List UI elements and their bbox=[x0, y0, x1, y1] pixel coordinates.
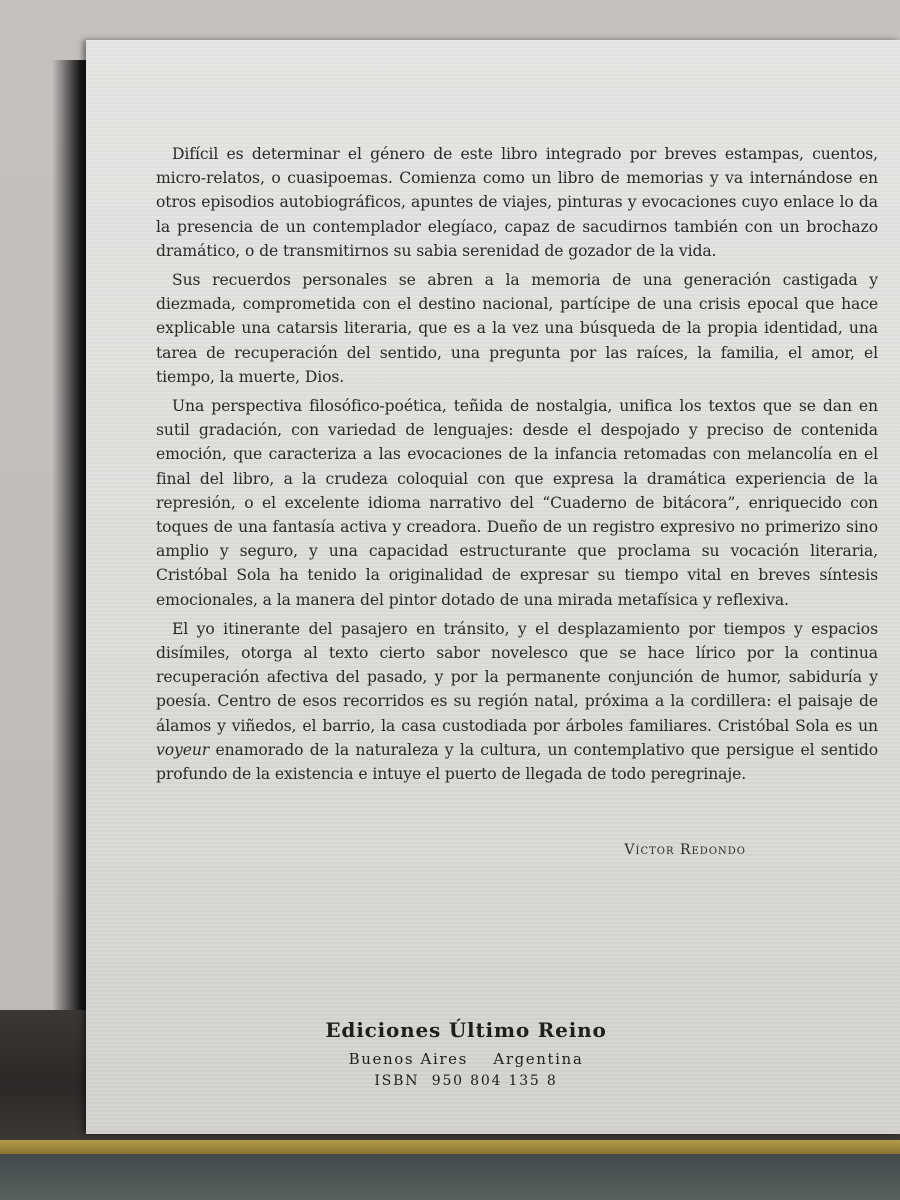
blurb-paragraph-4-start: El yo itinerante del pasajero en tránsito, y el desplazamiento por tiempos y espacios disímiles, otorga al texto cierto sabor novelesco que se hace lírico por la continua recuperación afectiva del pasado, y por la permanente conjunción de humor, sabiduría y poesía. Centro de esos recorridos es su región natal, próxima a la cordillera: el paisaje de álamos y viñedos, el barrio, la casa custodiada por árboles familiares. Cristóbal Sola es un bbox=[156, 619, 878, 735]
blurb-paragraph-1: Difícil es determinar el género de este libro integrado por breves estampas, cuentos, micro-relatos, o cuasipoemas. Comienza como un libro de memorias y va internándose en otros episodios autobiográficos, apuntes de viajes, pinturas y evocaciones cuyo enlace lo da la presencia de un contemplador elegíaco, capaz de sacudirnos también con un brochazo dramático, o de transmitirnos su sabia serenidad de gozador de la vida. bbox=[156, 145, 878, 260]
blurb-paragraph-3: Una perspectiva filosófico-poética, teñida de nostalgia, unifica los textos que se dan en sutil gradación, con variedad de lenguajes: desde el despojado y preciso de contenida emoción, que caracteriza a las evocaciones de la infancia retomadas con melancolía en el final del libro, a la crudeza coloquial con que expresa la dramática experiencia de la represión, o el excelente idioma narrativo del “Cuaderno de bitácora”, enriquecido con toques de una fantasía activa y creadora. Dueño de un registro expresivo no primerizo sino amplio y seguro, y una capacidad estructurante que proclama su vocación literaria, Cristóbal Sola ha tenido la originalidad de expresar su tiempo vital en breves síntesis emocionales, a la manera del pintor dotado de una mirada metafísica y reflexiva. bbox=[156, 397, 878, 609]
shelf-edge bbox=[0, 1140, 900, 1154]
blurb-italic-word: voyeur bbox=[156, 740, 210, 759]
shelf-lower bbox=[0, 1154, 900, 1200]
blurb-paragraph-2: Sus recuerdos personales se abren a la memoria de una generación castigada y diezmada, comprometida con el destino nacional, partícipe de una crisis epocal que hace explicable una catarsis literaria, que es a la vez una búsqueda de la propia identidad, una tarea de recuperación del sentido, una pregunta por las raíces, la familia, el amor, el tiempo, la muerte, Dios. bbox=[156, 271, 878, 386]
blurb-paragraph-4-end: enamorado de la naturaleza y la cultura, un contemplativo que persigue el sentido profundo de la existencia e intuye el puerto de llegada de todo peregrinaje. bbox=[156, 740, 878, 784]
isbn: ISBN 950 804 135 8 bbox=[374, 1073, 558, 1089]
blurb-paragraph-4 bbox=[156, 617, 878, 786]
publisher-name: Ediciones Último Reino bbox=[325, 1018, 607, 1042]
publisher-block bbox=[276, 1018, 656, 1089]
publisher-location bbox=[276, 1050, 656, 1068]
blurb-author: Víctor Redondo bbox=[624, 842, 746, 858]
blurb-text bbox=[156, 142, 878, 791]
publisher-country: Argentina bbox=[493, 1050, 584, 1068]
publisher-city: Buenos Aires bbox=[348, 1050, 468, 1068]
book-back-cover bbox=[86, 40, 900, 1134]
